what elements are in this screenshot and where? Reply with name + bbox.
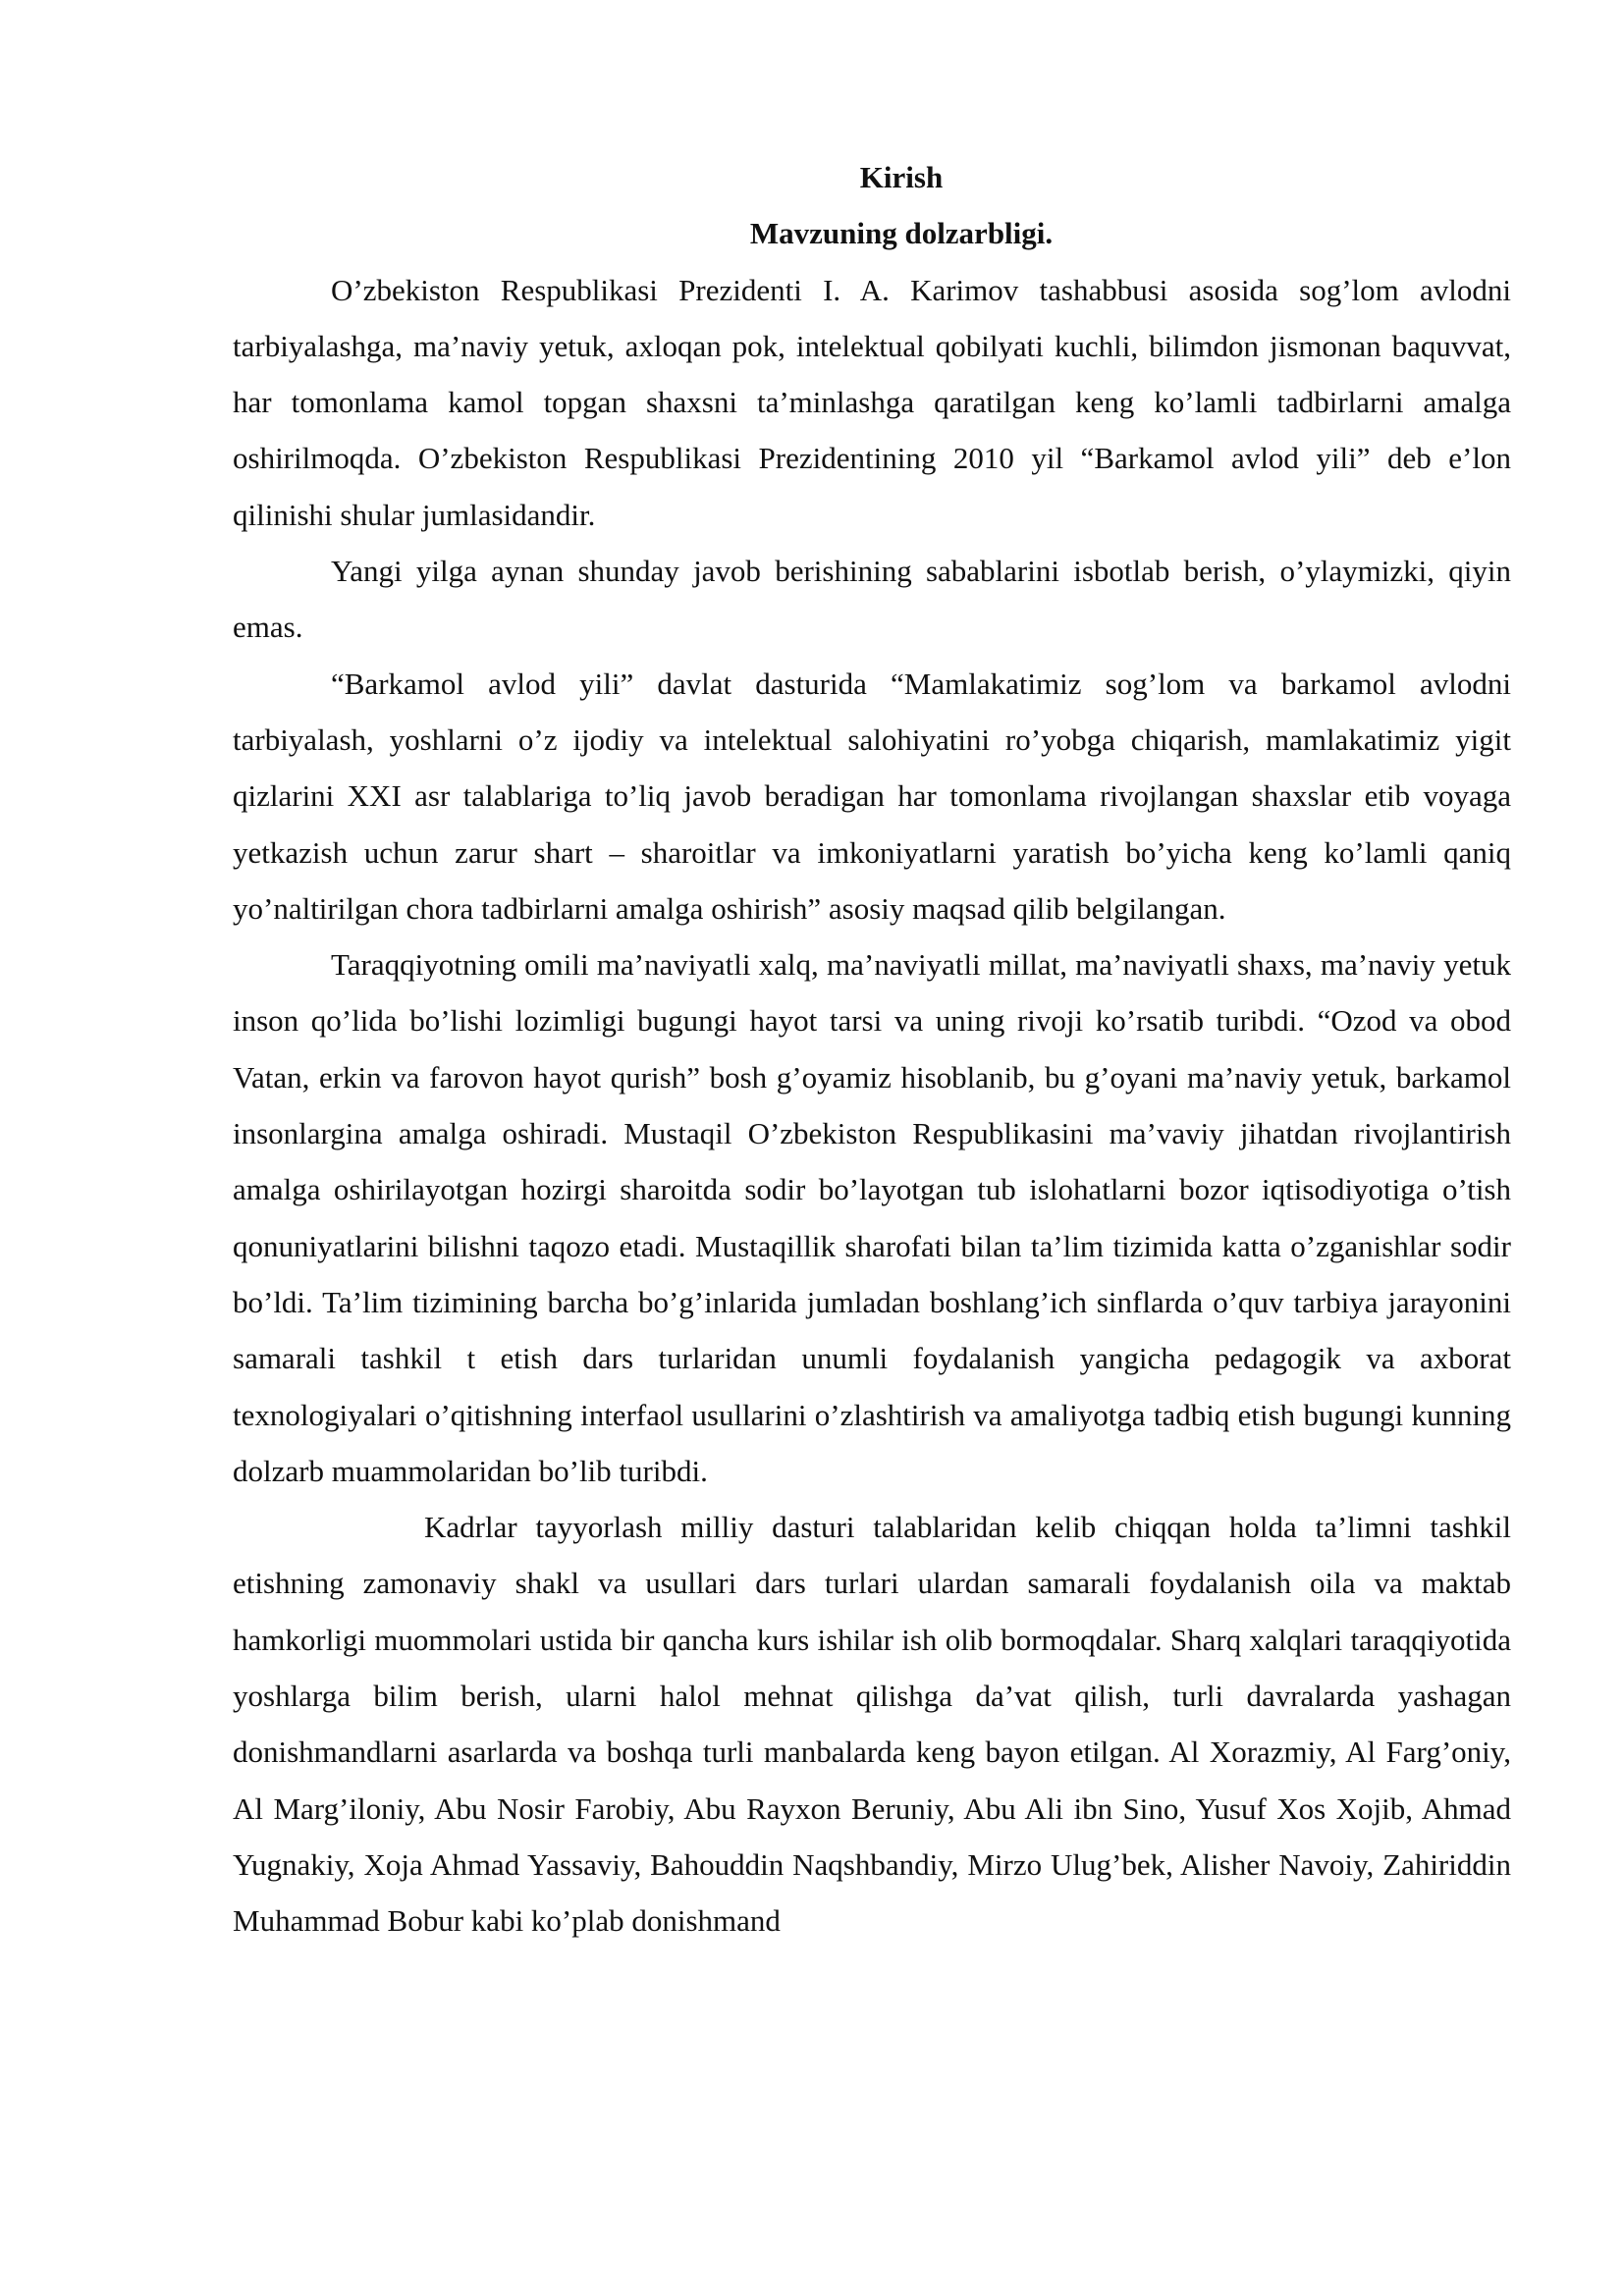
paragraph-4: Taraqqiyotning omili ma’naviyatli xalq, ma’naviyatli millat, ma’naviyatli shaxs, ma’naviy yetuk inson qo’lida bo’lishi lozimligi bugungi hayot tarsi va uning rivoji ko’rsatib turibdi. “Ozod va obod Vatan, erkin va farovon hayot qurish” bosh g’oyamiz hisoblanib, bu g’oyani ma’naviy yetuk, barkamol insonlargina amalga oshiradi. Mustaqil O’zbekiston Respublikasini ma’vaviy jihatdan rivojlantirish amalga oshirilayotgan hozirgi sharoitda sodir bo’layotgan tub islohatlarni bozor iqtisodiyotiga o’tish qonuniyatlarini bilishni taqozo etadi. Mustaqillik sharofati bilan ta’lim tizimida katta o’zganishlar sodir bo’ldi. Ta’lim tizimining barcha bo’g’inlarida jumladan boshlang’ich sinflarda o’quv tarbiya jarayonini samarali tashkil t etish dars turlaridan unumli foydalanish yangicha pedagogik va axborat texnologiyalari o’qitishning interfaol usullarini o’zlashtirish va amaliyotga tadbiq etish bugungi kunning dolzarb muammolaridan bo’lib turibdi. [233, 947, 1511, 1488]
paragraph-5: Kadrlar tayyorlash milliy dasturi talablaridan kelib chiqqan holda ta’limni tashkil etishning zamonaviy shakl va usullari dars turlari ulardan samarali foydalanish oila va maktab hamkorligi muommolari ustida bir qancha kurs ishilar ish olib bormoqdalar. Sharq xalqlari taraqqiyotida yoshlarga bilim berish, ularni halol mehnat qilishga da’vat qilish, turli davralarda yashagan donishmandlarni asarlarda va boshqa turli manbalarda keng bayon etilgan. Al Xorazmiy, Al Farg’oniy, Al Marg’iloniy, Abu Nosir Farobiy, Abu Rayxon Beruniy, Abu Ali ibn Sino, Yusuf Xos Xojib, Ahmad Yugnakiy, Xoja Ahmad Yassaviy, Bahouddin Naqshbandiy, Mirzo Ulug’bek, Alisher Navoiy, Zahiriddin Muhammad Bobur kabi ko’plab donishmand [233, 1510, 1511, 1939]
paragraph-2: Yangi yilga aynan shunday javob berishining sabablarini isbotlab berish, o’ylaymizki, qiyin emas. [233, 554, 1511, 645]
document-body [233, 149, 1511, 1949]
paragraph-3: “Barkamol avlod yili” davlat dasturida “Mamlakatimiz sog’lom va barkamol avlodni tarbiyalash, yoshlarni o’z ijodiy va intelektual salohiyatini ro’yobga chiqarish, mamlakatimiz yigit qizlarini XXI asr talablariga to’liq javob beradigan har tomonlama rivojlangan shaxslar etib voyaga yetkazish uchun zarur shart – sharoitlar va imkoniyatlarni yaratish bo’yicha keng ko’lamli qaniq yo’naltirilgan chora tadbirlarni amalga oshirish” asosiy maqsad qilib belgilangan. [233, 666, 1511, 926]
paragraph-1: O’zbekiston Respublikasi Prezidenti I. A. Karimov tashabbusi asosida sog’lom avlodni tarbiyalashga, ma’naviy yetuk, axloqan pok, intelektual qobilyati kuchli, bilimdon jismonan baquvvat, har tomonlama kamol topgan shaxsni ta’minlashga qaratilgan keng ko’lamli tadbirlarni amalga oshirilmoqda. O’zbekiston Respublikasi Prezidentining 2010 yil “Barkamol avlod yili” deb e’lon qilinishi shular jumlasidandir. [233, 272, 1511, 532]
document-subtitle: Mavzuning dolzarbligi. [749, 216, 1054, 251]
document-title: Kirish [859, 160, 944, 194]
